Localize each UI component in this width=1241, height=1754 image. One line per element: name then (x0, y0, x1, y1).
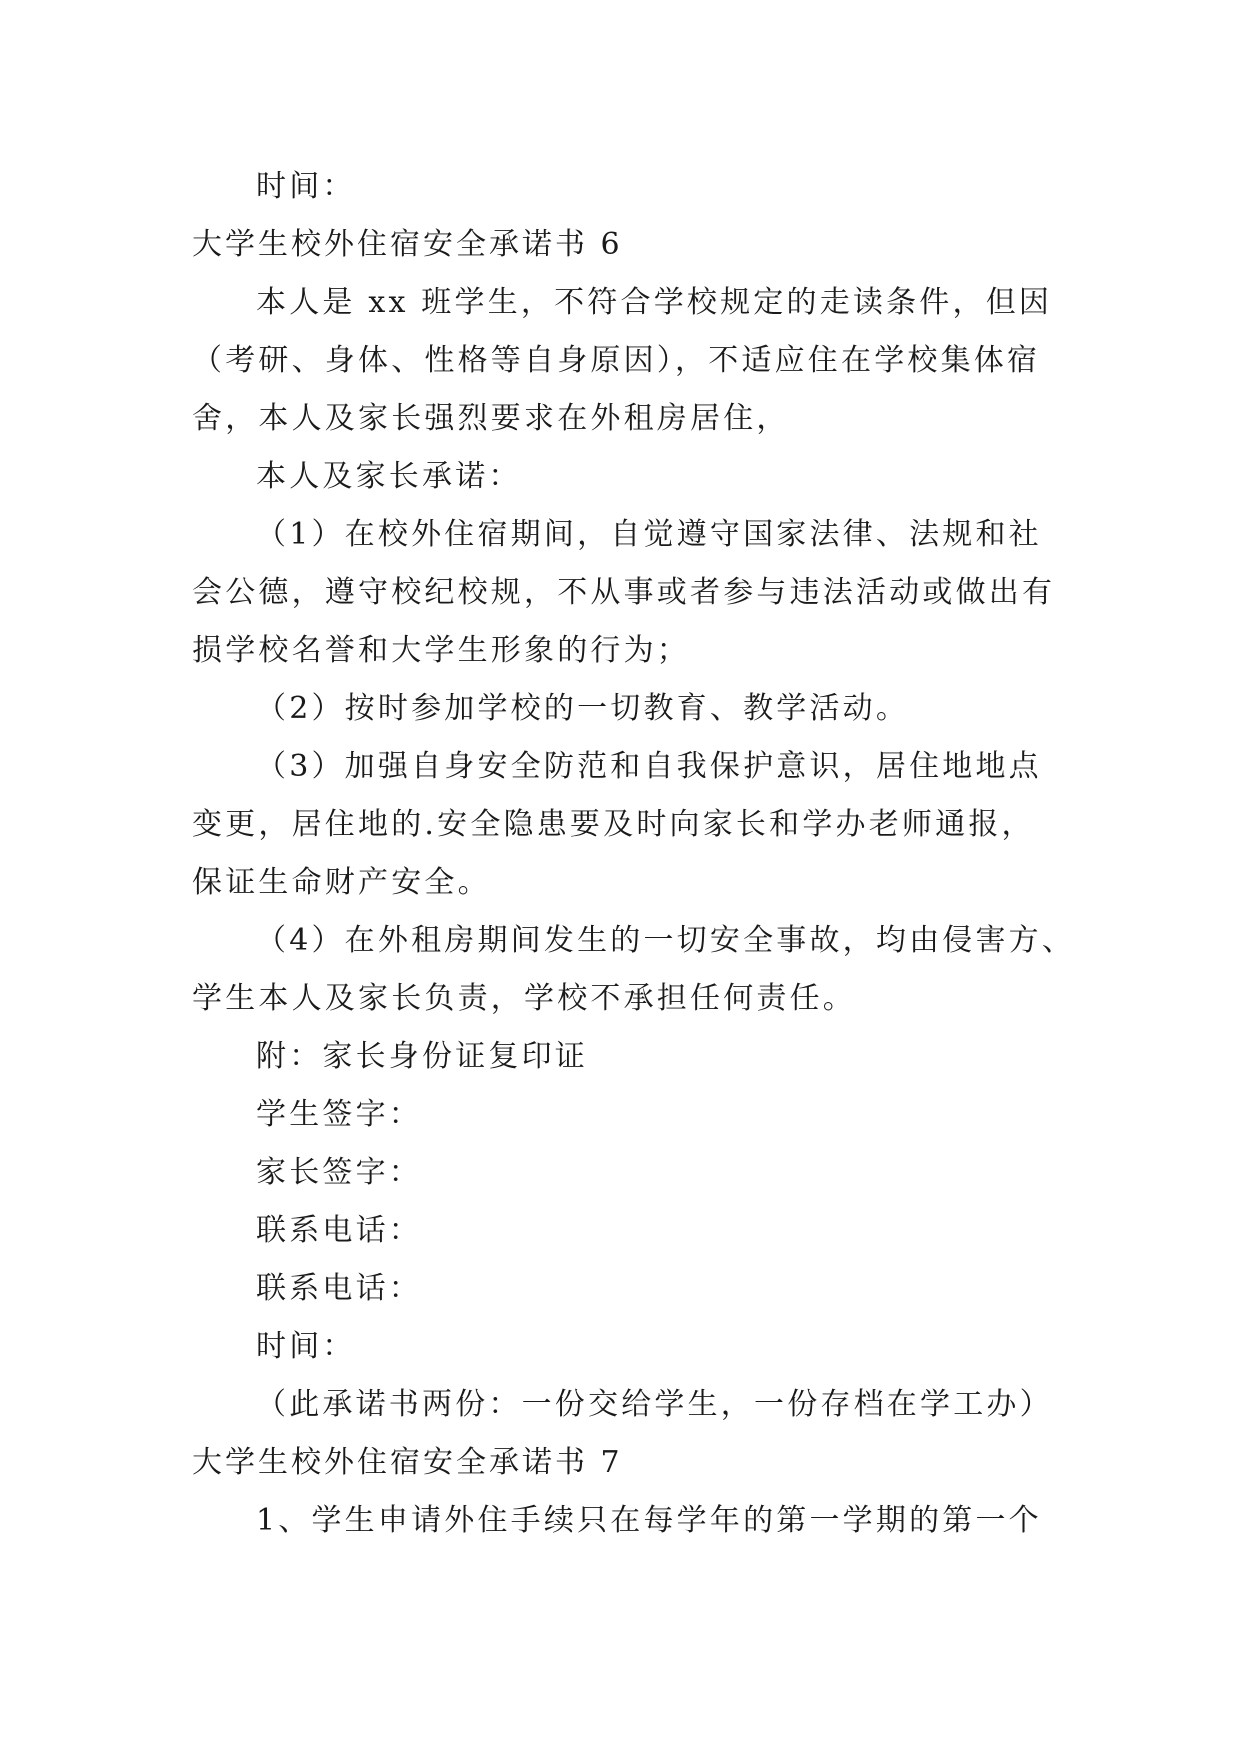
section-heading: 大学生校外住宿安全承诺书 6 (192, 227, 623, 262)
text-line: 时间： (256, 1329, 356, 1364)
text-line: 变更，居住地的.安全隐患要及时向家长和学办老师通报， (192, 807, 1035, 842)
text-line: 学生本人及家长负责，学校不承担任何责任。 (192, 981, 856, 1016)
text-line: 学生签字： (256, 1097, 422, 1132)
text-line: 家长签字： (256, 1155, 422, 1190)
text-line: （此承诺书两份：一份交给学生，一份存档在学工办） (256, 1387, 1053, 1422)
text-line: （1）在校外住宿期间，自觉遵守国家法律、法规和社 (256, 517, 1042, 552)
text-line: （4）在外租房期间发生的一切安全事故，均由侵害方、 (256, 923, 1076, 958)
document-body (192, 158, 1076, 1550)
text-line: 时间： (256, 169, 356, 204)
text-line: （考研、身体、性格等自身原因），不适应住在学校集体宿 (192, 343, 1041, 378)
text-line: 联系电话： (256, 1271, 422, 1306)
text-line: （2）按时参加学校的一切教育、教学活动。 (256, 691, 910, 726)
text-line: 1、学生申请外住手续只在每学年的第一学期的第一个 (256, 1503, 1042, 1538)
text-line: 会公德，遵守校纪校规，不从事或者参与违法活动或做出有 (192, 575, 1056, 610)
text-line: 保证生命财产安全。 (192, 865, 491, 900)
section-heading: 大学生校外住宿安全承诺书 7 (192, 1445, 623, 1480)
text-line: （3）加强自身安全防范和自我保护意识，居住地地点 (256, 749, 1042, 784)
text-line: 损学校名誉和大学生形象的行为； (192, 633, 690, 668)
text-line: 附：家长身份证复印证 (256, 1039, 588, 1074)
text-line: 舍，本人及家长强烈要求在外租房居住， (192, 401, 790, 436)
text-line: 本人及家长承诺： (256, 459, 522, 494)
text-line: 联系电话： (256, 1213, 422, 1248)
text-line: 本人是 xx 班学生，不符合学校规定的走读条件，但因 (256, 285, 1053, 320)
